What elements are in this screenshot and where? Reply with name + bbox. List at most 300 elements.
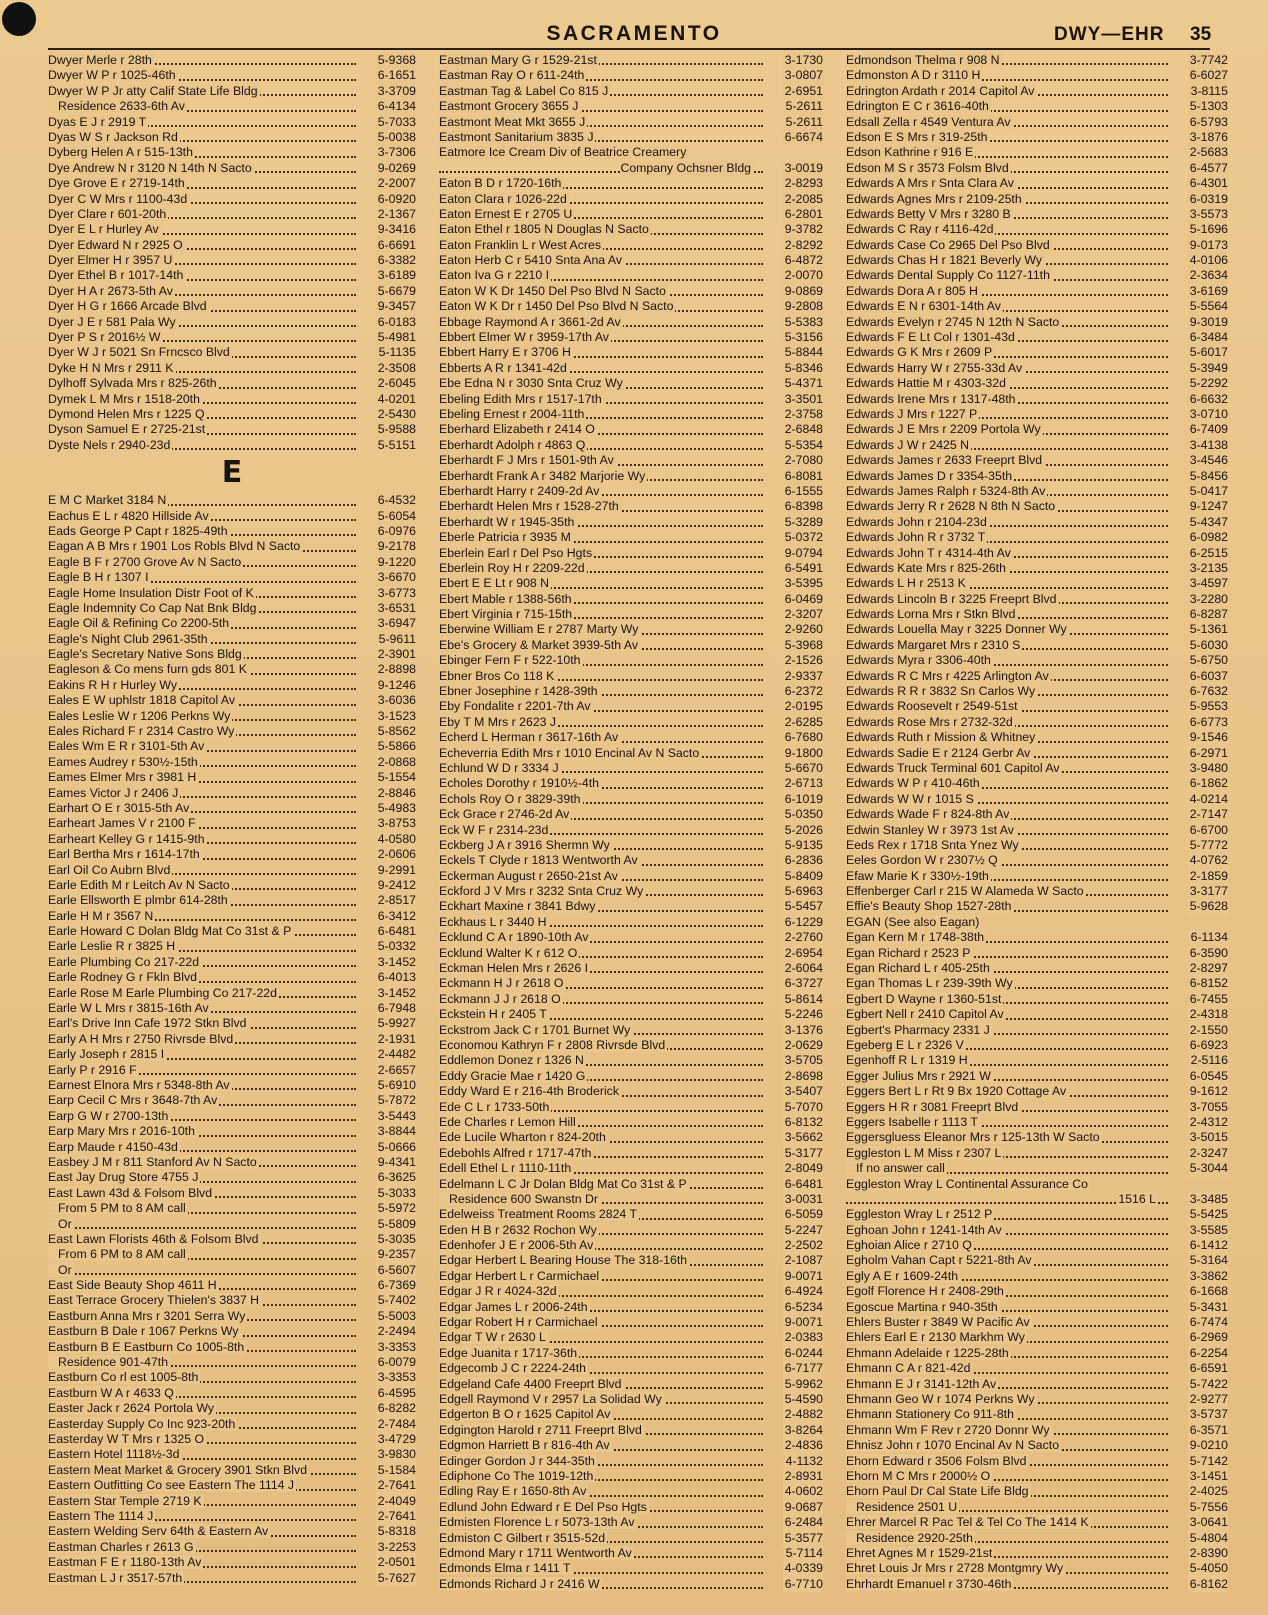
listing-row (48, 1340, 416, 1355)
listing-name: Eberlein Earl r Del Pso Hgts (439, 545, 593, 560)
phone-number: 3-2280 (1189, 591, 1228, 606)
listing-row (439, 161, 823, 176)
listing-name: Eckels T Clyde r 1813 Wentworth Av (439, 853, 638, 868)
listing-row (439, 1423, 823, 1438)
phone-number: 6-2484 (784, 1515, 823, 1530)
phone-number: 3-6169 (1189, 283, 1228, 298)
listing-row (846, 1407, 1228, 1422)
listing-row (439, 930, 823, 945)
listing-name: Edinger Gordon J r 344-35th (439, 1453, 595, 1468)
phone-number: 5-3156 (784, 330, 823, 345)
listing-row (48, 1155, 416, 1170)
listing-name: Edwards W P r 410-46th (846, 776, 980, 791)
phone-number: 3-4729 (377, 1431, 416, 1446)
phone-number: 5-3177 (784, 1145, 823, 1160)
listing-row (439, 838, 823, 853)
listing-name: Eaton Clara r 1026-22d (439, 191, 567, 206)
phone-number: 6-6700 (1189, 822, 1228, 837)
header-rule (48, 48, 1210, 50)
phone-number: 5-3431 (1189, 1299, 1228, 1314)
phone-number: 4-0580 (377, 831, 416, 846)
listing-row (48, 422, 416, 437)
listing-name: Eagan A B Mrs r 1901 Los Robls Blvd N Sacto (48, 539, 301, 554)
listing-row (846, 746, 1228, 761)
listing-row (48, 1494, 416, 1509)
phone-number: 6-6632 (1189, 391, 1228, 406)
listing-row (846, 1207, 1228, 1222)
listing-name: Edge Juanita r 1717-36th (439, 1345, 578, 1360)
phone-number: 5-0372 (784, 530, 823, 545)
listing-name: Egan Richard r 2523 P (846, 945, 971, 960)
listing-row (48, 1263, 416, 1278)
listing-name: Dyas W S r Jackson Rd (48, 129, 178, 144)
phone-number: 5-5425 (1189, 1207, 1228, 1222)
listing-name: Eckmann H J r 2618 O (439, 976, 564, 991)
phone-number: 2-3634 (1189, 268, 1228, 283)
phone-number: 4-0602 (784, 1484, 823, 1499)
listing-name: Ebinger Fern F r 522-10th (439, 653, 581, 668)
phone-number: 5-8318 (377, 1524, 416, 1539)
listing-row (48, 1540, 416, 1555)
phone-number: 5-6670 (784, 760, 823, 775)
listing-name: Eberhardt Harry r 2409-2d Av (439, 483, 600, 498)
page-header (0, 22, 1268, 48)
phone-number: 6-2801 (784, 206, 823, 221)
listing-name: Edling Ray E r 1650-8th Av (439, 1484, 587, 1499)
phone-number: 3-7742 (1189, 53, 1228, 67)
listing-name: Edell Ethel L r 1110-11th (439, 1161, 572, 1176)
listing-name: Eastman Mary G r 1529-21st (439, 53, 597, 67)
listing-name: Eggleston L M Miss r 2307 L (846, 1145, 1002, 1160)
phone-number: 5-4983 (377, 800, 416, 815)
phone-number: 3-5573 (1189, 206, 1228, 221)
phone-number: 6-8287 (1189, 607, 1228, 622)
listing-row (439, 1377, 823, 1392)
listing-row (846, 1423, 1228, 1438)
listing-row (439, 1130, 823, 1145)
phone-number: 3-6036 (377, 693, 416, 708)
listing-row (439, 1392, 823, 1407)
listing-name: Eagle B H r 1307 I (48, 570, 149, 585)
listing-name: Egeberg E L r 2326 V (846, 1038, 964, 1052)
listing-name: Edwards L H r 2513 K (846, 576, 966, 591)
listing-row (846, 407, 1228, 422)
listing-name: Ebbert Elmer W r 3959-17th Av (439, 330, 609, 345)
listing-name: Edwards Truck Terminal 601 Capitol Av (846, 760, 1060, 775)
phone-number: 6-1555 (784, 483, 823, 498)
listing-row (439, 546, 823, 561)
phone-number: 5-4804 (1189, 1530, 1228, 1545)
phone-number: 5-9927 (377, 1016, 416, 1031)
listing-name: Eckhart Maxine r 3841 Bdwy (439, 899, 596, 914)
listing-row (846, 161, 1228, 176)
listing-name: Dyer P S r 2016½ W (48, 330, 161, 345)
phone-number: 5-7070 (784, 1099, 823, 1114)
listing-row (48, 693, 416, 708)
listing-row (48, 299, 416, 314)
phone-number: 5-0332 (377, 939, 416, 954)
listing-row (846, 330, 1228, 345)
listing-row (48, 1247, 416, 1262)
phone-number: 3-1876 (1189, 129, 1228, 144)
listing-row (439, 1284, 823, 1299)
listing-row (846, 1531, 1228, 1546)
listing-name: Edgar T W r 2630 L (439, 1330, 546, 1345)
listing-name: Eaton W K Dr r 1450 Del Pso Blvd N Sacto (439, 299, 674, 314)
phone-number: 2-1859 (1189, 868, 1228, 883)
listing-row (439, 807, 823, 822)
listing-row (846, 361, 1228, 376)
listing-row (846, 268, 1228, 283)
phone-number: 2-8517 (377, 893, 416, 908)
phone-number: 2-0070 (784, 268, 823, 283)
listing-name: Eastern Star Temple 2719 K (48, 1493, 202, 1508)
listing-name: Eastern Meat Market & Grocery 3901 Stkn Blvd (48, 1462, 308, 1477)
listing-name: Eberhardt Adolph r 4863 Q (439, 437, 586, 452)
listing-name: Eastburn B Dale r 1067 Perkns Wy (48, 1324, 239, 1339)
listing-name: Ehmann Adelaide r 1225-28th (846, 1345, 1009, 1360)
listing-name: Eberhardt W r 1945-35th (439, 514, 575, 529)
phone-number: 5-3289 (784, 514, 823, 529)
phone-number: 5-5383 (784, 314, 823, 329)
listing-row (846, 730, 1228, 745)
listing-row (846, 976, 1228, 991)
listing-row (439, 1546, 823, 1561)
listing-row (48, 207, 416, 222)
listing-name: Edwards Agnes Mrs r 2109-25th (846, 191, 1022, 206)
listing-name: East Side Beauty Shop 4611 H (48, 1278, 217, 1293)
listing-row (439, 84, 823, 99)
listing-name: Edgar Robert H r Carmichael (439, 1315, 598, 1330)
listing-row (48, 1401, 416, 1416)
listing-name: Effenberger Carl r 215 W Alameda W Sacto (846, 884, 1084, 899)
phone-number: 2-5683 (1189, 145, 1228, 160)
listing-name: Earheart James V r 2100 F (48, 816, 196, 831)
listing-row (48, 709, 416, 724)
phone-number: 2-4312 (1189, 1114, 1228, 1129)
phone-number: 5-6054 (377, 508, 416, 523)
listing-name: Economou Kathryn F r 2808 Rivrsde Blvd (439, 1038, 666, 1052)
listing-row (48, 1309, 416, 1324)
listing-row (846, 222, 1228, 237)
listing-name: From 6 PM to 8 AM call (48, 1247, 188, 1261)
phone-number: 3-5443 (377, 1108, 416, 1123)
phone-number: 5-5564 (1189, 299, 1228, 314)
listing-name: Egan Thomas L r 239-39th Wy (846, 976, 1013, 991)
phone-number: 5-5151 (377, 437, 416, 452)
listing-row (846, 99, 1228, 114)
listing-row (48, 616, 416, 631)
listing-row (48, 1063, 416, 1078)
listing-name: Eastern Outfitting Co see Eastern The 1114 J (48, 1478, 295, 1493)
phone-number: 3-4138 (1189, 437, 1228, 452)
listing-row (846, 622, 1228, 637)
phone-number: 6-7455 (1189, 991, 1228, 1006)
listing-name: Eaton Ethel r 1805 N Douglas N Sacto (439, 222, 649, 237)
listing-name: Eddlemon Donez r 1326 N (439, 1053, 584, 1068)
listing-row (846, 1577, 1228, 1592)
listing-row (48, 1524, 416, 1539)
listing-row (846, 1269, 1228, 1284)
listing-name: Earle Rodney G r Fkln Blvd (48, 970, 197, 985)
phone-number: 6-1134 (1190, 930, 1228, 945)
listing-row (846, 253, 1228, 268)
listing-row (439, 1561, 823, 1576)
listing-name: Edgerton B O r 1625 Capitol Av (439, 1407, 611, 1422)
phone-number: 5-1554 (377, 770, 416, 785)
listing-row (48, 1386, 416, 1401)
listing-name: Eggers H R r 3081 Freeprt Blvd (846, 1099, 1019, 1114)
listing-name: Dyke H N Mrs r 2911 K (48, 360, 174, 375)
listing-row (48, 1478, 416, 1493)
phone-number: 3-5705 (784, 1053, 823, 1068)
listing-row (846, 1500, 1228, 1515)
listing-row (439, 238, 823, 253)
listing-row (846, 1515, 1228, 1530)
phone-number: 2-5116 (1190, 1053, 1228, 1068)
phone-number: 9-2357 (377, 1247, 416, 1262)
phone-number: 2-6285 (784, 714, 823, 729)
listing-name: Edwards Harry W r 2755-33d Av (846, 360, 1023, 375)
listing-name: Edwards Betty V Mrs r 3280 B (846, 206, 1011, 221)
listing-row (439, 684, 823, 699)
phone-number: 3-3862 (1189, 1268, 1228, 1283)
phone-number: 6-7474 (1189, 1315, 1228, 1330)
phone-number: 9-0269 (377, 160, 416, 175)
phone-number: 9-0071 (784, 1315, 823, 1330)
listing-name: Egger Julius Mrs r 2921 W (846, 1068, 991, 1083)
listing-row (48, 662, 416, 677)
listing-name: Edson M S r 3573 Folsm Blvd (846, 160, 1009, 175)
listing-name: Earle Edith M r Leitch Av N Sacto (48, 877, 230, 892)
listing-row (48, 330, 416, 345)
listing-name: Efaw Marie K r 330½-19th (846, 868, 989, 883)
phone-number: 9-3416 (377, 222, 416, 237)
listing-name: Early P r 2916 F (48, 1062, 137, 1077)
listing-row (48, 878, 416, 893)
phone-number: 5-0666 (377, 1139, 416, 1154)
listing-row (846, 715, 1228, 730)
listing-row (846, 192, 1228, 207)
listing-row (439, 1269, 823, 1284)
listing-row (846, 284, 1228, 299)
phone-number: 3-0807 (784, 68, 823, 83)
listing-row (48, 1078, 416, 1093)
listing-row (846, 484, 1228, 499)
listing-name: Ehorn Paul Dr Cal State Life Bldg (846, 1484, 1029, 1499)
listing-row (48, 438, 416, 453)
phone-number: 6-7710 (784, 1576, 823, 1591)
listing-row (48, 1093, 416, 1108)
phone-number: 4-0214 (1189, 791, 1228, 806)
listing-name: Eck W F r 2314-23d (439, 822, 549, 837)
listing-name: Easterday Supply Co Inc 923-20th (48, 1416, 236, 1431)
phone-number: 5-9628 (1189, 899, 1228, 914)
listing-name: Ehorn Edward r 3506 Folsm Blvd (846, 1453, 1027, 1468)
phone-number: 3-6773 (377, 585, 416, 600)
listing-name: Edwards R C Mrs r 4225 Arlington Av (846, 668, 1049, 683)
listing-row (846, 576, 1228, 591)
phone-number: 9-2808 (784, 299, 823, 314)
listing-name: Earp Maude r 4150-43d (48, 1139, 178, 1154)
listing-name: Ebbage Raymond A r 3661-2d Av (439, 314, 621, 329)
listing-name: East Lawn Florists 46th & Folsom Blvd (48, 1231, 259, 1246)
listing-row (48, 284, 416, 299)
listing-name: Eastman Tag & Label Co 815 J (439, 83, 609, 98)
listing-row (439, 1177, 823, 1192)
listing-name: Ebner Bros Co 118 K (439, 668, 555, 683)
listing-row (439, 53, 823, 68)
listing-row (846, 1454, 1228, 1469)
listing-name: Ebert Mable r 1388-56th (439, 591, 572, 606)
phone-number: 5-7772 (1189, 837, 1228, 852)
listing-name: Ehmann Wm F Rev r 2720 Donnr Wy (846, 1422, 1050, 1437)
listing-name: Eames Audrey r 530½-15th (48, 754, 198, 769)
listing-row (439, 253, 823, 268)
listing-name: Edwards Dora A r 805 H (846, 283, 978, 298)
phone-number: 5-8614 (784, 991, 823, 1006)
phone-number: 6-6773 (1189, 714, 1228, 729)
listing-row (48, 222, 416, 237)
listing-row (846, 1053, 1228, 1068)
phone-number: 3-3709 (377, 83, 416, 98)
listing-row (439, 1223, 823, 1238)
listing-row (439, 1438, 823, 1453)
listing-row (48, 315, 416, 330)
listing-row (439, 1192, 823, 1207)
listing-name: Eghoan John r 1241-14th Av (846, 1222, 1002, 1237)
listing-name: Eames Victor J r 2406 J (48, 785, 179, 800)
listing-row (846, 422, 1228, 437)
phone-number: 5-4371 (784, 376, 823, 391)
listing-name: Dyson Samuel E r 2725-21st (48, 422, 206, 437)
phone-number: 5-2026 (784, 822, 823, 837)
phone-number: 3-5395 (784, 576, 823, 591)
phone-number: 9-2412 (377, 877, 416, 892)
listing-name: Eeds Rex r 1718 Snta Ynez Wy (846, 837, 1019, 852)
listing-row (439, 299, 823, 314)
phone-number: 6-1019 (784, 791, 823, 806)
listing-name: East Lawn 43d & Folsom Blvd (48, 1185, 213, 1200)
listing-row (48, 407, 416, 422)
listing-name: Edwards Evelyn r 2745 N 12th N Sacto (846, 314, 1060, 329)
phone-number: 6-1862 (1189, 776, 1228, 791)
listing-row (439, 1115, 823, 1130)
listing-name: Dyer Edward N r 2925 O (48, 237, 183, 252)
phone-number: 2-9337 (784, 668, 823, 683)
phone-number: 5-4347 (1189, 514, 1228, 529)
listing-row (48, 1170, 416, 1185)
phone-number: 3-3353 (377, 1339, 416, 1354)
listing-row (48, 893, 416, 908)
listing-name: Edwards Kate Mrs r 825-26th (846, 560, 1006, 575)
phone-number: 5-6963 (784, 884, 823, 899)
listing-row (439, 853, 823, 868)
listing-name: Edwards C Ray r 4116-42d (846, 222, 994, 237)
listing-row (48, 1001, 416, 1016)
listing-row (48, 724, 416, 739)
listing-name: East Jay Drug Store 4755 J (48, 1170, 199, 1185)
listing-row (439, 1330, 823, 1345)
listing-row (439, 1407, 823, 1422)
phone-number: 6-2836 (784, 853, 823, 868)
listing-row (846, 561, 1228, 576)
listing-name: Ehrhardt Emanuel r 3730-46th (846, 1576, 1012, 1591)
listing-name: Edwards Case Co 2965 Del Pso Blvd (846, 237, 1050, 252)
phone-number: 2-0868 (377, 754, 416, 769)
listing-name: Ebbert Harry E r 3706 H (439, 345, 571, 360)
listing-row (846, 638, 1228, 653)
listing-name: Edgeland Cafe 4400 Freeprt Blvd (439, 1376, 622, 1391)
phone-number: 6-4595 (377, 1385, 416, 1400)
listing-row (439, 176, 823, 191)
dot-leader (48, 1227, 356, 1229)
listing-row (439, 99, 823, 114)
phone-number: 9-2178 (377, 539, 416, 554)
phone-number: 6-3382 (377, 253, 416, 268)
phone-number: 3-1451 (1189, 1468, 1228, 1483)
listing-name: Eagle Home Insulation Distr Foot of K (48, 585, 254, 600)
phone-number: 5-7142 (1189, 1453, 1228, 1468)
listing-name: Ebe Edna N r 3030 Snta Cruz Wy (439, 376, 623, 391)
listing-name: Edwards Wade F r 824-8th Av (846, 807, 1010, 822)
listing-name: Eckman Helen Mrs r 2626 I (439, 961, 588, 976)
listing-name: Edwards Rose Mrs r 2732-32d (846, 714, 1013, 729)
phone-number: 6-6027 (1189, 68, 1228, 83)
phone-number: 5-5354 (784, 437, 823, 452)
listing-name: Edwards James r 2633 Freeprt Blvd (846, 453, 1043, 468)
listing-row (48, 632, 416, 647)
listing-row (439, 438, 823, 453)
listing-row (439, 992, 823, 1007)
listing-row (48, 1355, 416, 1370)
listing-name: Ehorn M C Mrs r 2000½ O (846, 1468, 991, 1483)
phone-number: 2-3247 (1189, 1145, 1228, 1160)
listing-row (846, 1100, 1228, 1115)
column-2 (439, 53, 823, 1592)
listing-name: Dyberg Helen A r 515-13th (48, 145, 193, 160)
listing-row (439, 192, 823, 207)
listing-row (48, 786, 416, 801)
listing-row (439, 669, 823, 684)
listing-name: Edson Kathrine r 916 E (846, 145, 974, 160)
phone-number: 9-0687 (784, 1499, 823, 1514)
listing-name: Eastburn W A r 4633 Q (48, 1385, 174, 1400)
listing-name: Dwyer W P r 1025-46th (48, 68, 176, 83)
listing-row (48, 145, 416, 160)
phone-number: 6-7369 (377, 1278, 416, 1293)
listing-row (439, 884, 823, 899)
phone-number: 6-2969 (1189, 1330, 1228, 1345)
phone-number: 6-6481 (784, 1176, 823, 1191)
listing-row (846, 1023, 1228, 1038)
phone-number: 6-6037 (1189, 668, 1228, 683)
listing-row (48, 770, 416, 785)
listing-name: Echerd L Herman r 3617-16th Av (439, 730, 619, 745)
listing-row (48, 524, 416, 539)
phone-number: 3-2135 (1189, 560, 1228, 575)
phone-number: 3-9830 (377, 1447, 416, 1462)
phone-number: 5-7627 (377, 1570, 416, 1585)
listing-row (48, 192, 416, 207)
phone-number: 6-8398 (784, 499, 823, 514)
phone-number: 5-9135 (784, 837, 823, 852)
listing-row (439, 1315, 823, 1330)
phone-number: 5-8346 (784, 360, 823, 375)
phone-number: 4-0106 (1189, 253, 1228, 268)
listing-row (48, 68, 416, 83)
listing-name: Eaton Herb C r 5410 Snta Ana Av (439, 253, 622, 268)
